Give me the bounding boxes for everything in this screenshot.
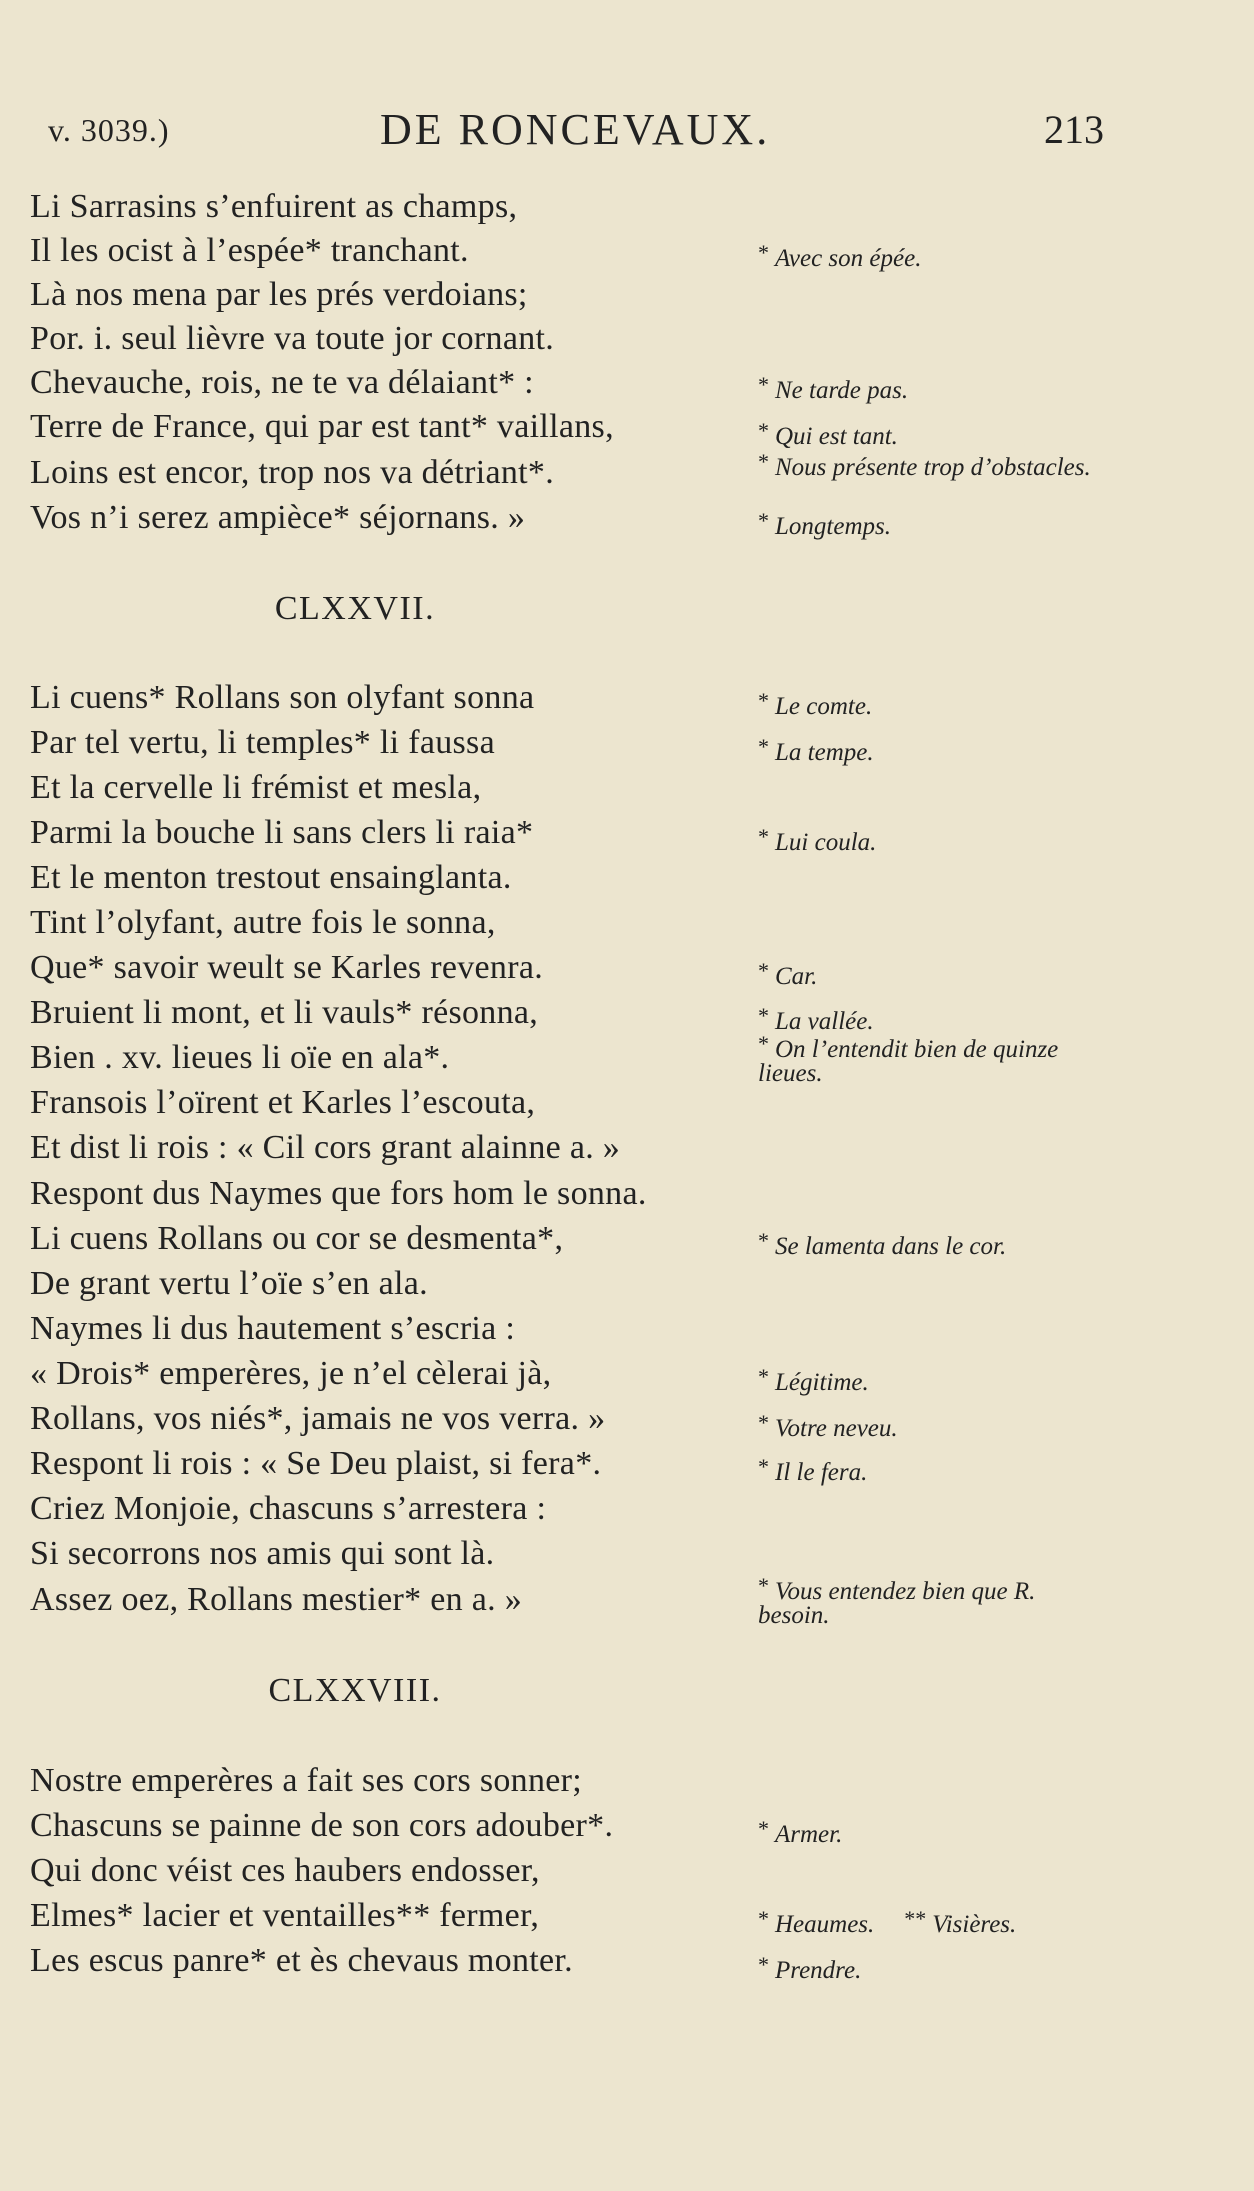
verse-line: Et dist li rois : « Cil cors grant alainne a. »: [30, 1129, 621, 1166]
verse-line: Et la cervelle li frémist et mesla,: [30, 769, 482, 806]
verse-line: Rollans, vos niés*, jamais ne vos verra. »: [30, 1400, 606, 1437]
verse-line: Qui donc véist ces haubers endosser,: [30, 1852, 540, 1889]
margin-note: * Car.: [758, 958, 818, 990]
verse-line: Vos n’i serez ampièce* séjornans. »: [30, 499, 526, 536]
verse-line: Tint l’olyfant, autre fois le sonna,: [30, 904, 496, 941]
verse-line: Bien . xv. lieues li oïe en ala*.: [30, 1039, 450, 1076]
verse-range: v. 3039.): [48, 112, 170, 148]
margin-note: * Le comte.: [758, 688, 873, 720]
margin-note: * Légitime.: [758, 1364, 869, 1396]
verse-line: Par tel vertu, li temples* li faussa: [30, 724, 495, 761]
verse-line: Fransois l’oïrent et Karles l’escouta,: [30, 1084, 536, 1121]
verse-line: Elmes* lacier et ventailles** fermer,: [30, 1897, 540, 1934]
running-head: [0, 104, 1254, 154]
verse-line: De grant vertu l’oïe s’en ala.: [30, 1265, 428, 1302]
verse-line: Por. i. seul lièvre va toute jor cornant.: [30, 320, 555, 357]
verse-line: « Drois* emperères, je n’el cèlerai jà,: [30, 1355, 552, 1392]
verse-line: Et le menton trestout ensainglanta.: [30, 859, 512, 896]
verse-line: Il les ocist à l’espée* tranchant.: [30, 232, 469, 269]
margin-note: * Votre neveu.: [758, 1410, 898, 1442]
margin-note: * Nous présente trop d’obstacles.: [758, 449, 1091, 481]
verse-line: Bruient li mont, et li vauls* résonna,: [30, 994, 539, 1031]
margin-note: * Heaumes. ** Visières.: [758, 1906, 1017, 1938]
verse-line: Loins est encor, trop nos va détriant*.: [30, 454, 554, 491]
verse-line: Là nos mena par les prés verdoians;: [30, 276, 528, 313]
stanza-heading: CLXXVII.: [274, 590, 436, 627]
verse-line: Naymes li dus hautement s’escria :: [30, 1310, 516, 1347]
margin-note: * Ne tarde pas.: [758, 372, 909, 404]
verse-line: Respont dus Naymes que fors hom le sonna.: [30, 1175, 647, 1212]
verse-line: Li cuens* Rollans son olyfant sonna: [30, 679, 535, 716]
verse-line: Respont li rois : « Se Deu plaist, si fera*.: [30, 1445, 602, 1482]
margin-note: * Il le fera.: [758, 1454, 868, 1486]
margin-note: * Prendre.: [758, 1952, 862, 1984]
verse-line: Nostre emperères a fait ses cors sonner;: [30, 1762, 583, 1799]
margin-note: * Longtemps.: [758, 508, 891, 540]
margin-note: * Lui coula.: [758, 824, 877, 856]
verse-line: Li cuens Rollans ou cor se desmenta*,: [30, 1220, 564, 1257]
verse-line: Si secorrons nos amis qui sont là.: [30, 1535, 495, 1572]
margin-note: * Se lamenta dans le cor.: [758, 1228, 1007, 1260]
verse-line: Li Sarrasins s’enfuirent as champs,: [30, 188, 518, 225]
margin-note: * La tempe.: [758, 734, 874, 766]
verse-line: Parmi la bouche li sans clers li raia*: [30, 814, 534, 851]
verse-line: Criez Monjoie, chascuns s’arrestera :: [30, 1490, 547, 1527]
margin-note: * On l’entendit bien de quinze lieues.: [758, 1031, 1059, 1087]
margin-note: * Armer.: [758, 1816, 843, 1848]
verse-line: Terre de France, qui par est tant* vaillans,: [30, 408, 614, 445]
stanza-heading: CLXXVIII.: [268, 1672, 442, 1709]
margin-note: * La vallée.: [758, 1003, 874, 1035]
margin-note: * Vous entendez bien que R. besoin.: [758, 1573, 1036, 1629]
verse-line: Que* savoir weult se Karles revenra.: [30, 949, 544, 986]
verse-line: Chascuns se painne de son cors adouber*.: [30, 1807, 614, 1844]
verse-line: Chevauche, rois, ne te va délaiant* :: [30, 364, 534, 401]
verse-line: Les escus panre* et ès chevaus monter.: [30, 1942, 573, 1979]
page-number: 213: [1044, 107, 1104, 152]
running-title: DE RONCEVAUX.: [380, 105, 771, 154]
verse-line: Assez oez, Rollans mestier* en a. »: [30, 1581, 523, 1618]
margin-note: * Qui est tant.: [758, 418, 898, 450]
margin-note: * Avec son épée.: [758, 240, 922, 272]
